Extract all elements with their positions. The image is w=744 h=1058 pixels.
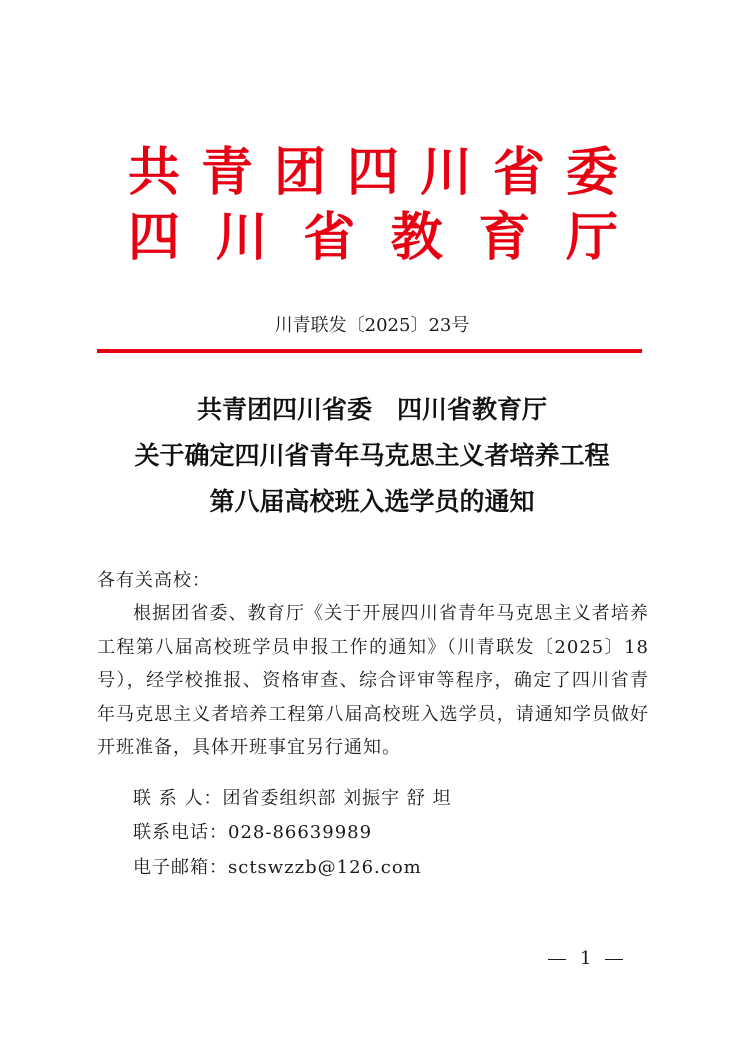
document-title-line-2: 关于确定四川省青年马克思主义者培养工程 [134, 441, 610, 470]
dash-left [548, 959, 566, 960]
page-number-value: 1 [580, 948, 592, 969]
org-char: 川 [420, 142, 473, 203]
document-title-line-1: 共青团四川省委 四川省教育厅 [196, 395, 547, 424]
contact-email: 电子邮箱：sctswzzb@126.com [133, 857, 422, 878]
org-char: 四 [128, 207, 181, 268]
org-char: 育 [478, 207, 531, 268]
salutation: 各有关高校： [97, 570, 211, 591]
document-title-line-3: 第八届高校班入选学员的通知 [209, 487, 535, 516]
org-char: 省 [493, 142, 546, 203]
org-char: 青 [201, 142, 254, 203]
org-char: 川 [215, 207, 268, 268]
body-paragraph: 根据团省委、教育厅《关于开展四川省青年马克思主义者培养工程第八届高校班学员申报工作的通知》（川青联发〔2025〕18号），经学校推报、资格审查、综合评审等程序，确定了四川省青年马克思主义者培养工程第八届高校班入选学员，请通知学员做好开班准备，具体开班事宜另行通知。 [97, 603, 649, 758]
org-char: 教 [390, 207, 443, 268]
red-divider-line [97, 349, 642, 353]
contact-person: 联 系 人：团省委组织部 刘振宇 舒 坦 [133, 788, 452, 809]
org-char: 团 [274, 142, 327, 203]
org-char: 共 [128, 142, 181, 203]
contact-phone: 联系电话：028-86639989 [133, 822, 373, 843]
org-char: 厅 [565, 207, 618, 268]
org-char: 四 [347, 142, 400, 203]
org-char: 省 [303, 207, 356, 268]
dash-right [605, 959, 623, 960]
page-number [548, 946, 623, 972]
document-number: 川青联发〔2025〕23号 [274, 315, 470, 336]
org-char: 委 [566, 142, 619, 203]
issuing-org-line-2 [128, 208, 618, 268]
issuing-org-line-1 [128, 143, 618, 203]
